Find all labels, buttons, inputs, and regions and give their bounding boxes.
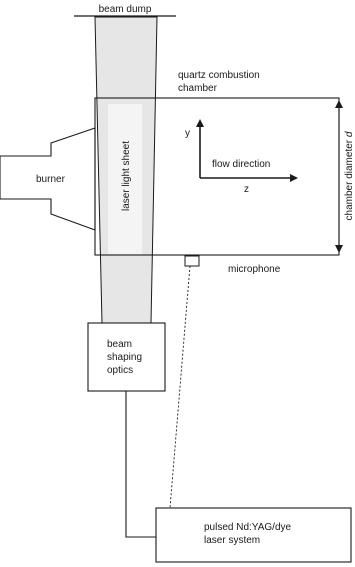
optics-label-line2: shaping [107, 352, 143, 363]
optics-label-line1: beam [107, 339, 133, 350]
flow-direction-label: flow direction [212, 159, 271, 170]
microphone [185, 256, 199, 266]
burner-label: burner [36, 174, 65, 185]
laser-beam-path [126, 391, 156, 537]
beam-dump-label: beam dump [98, 4, 152, 15]
laser-label-line1: pulsed Nd:YAG/dye [204, 522, 292, 533]
microphone-signal-dashed [170, 266, 190, 508]
z-axis-label: z [244, 184, 249, 195]
chamber-label-line2: chamber [178, 83, 217, 94]
microphone-label: microphone [228, 264, 281, 275]
chamber-diameter-symbol: d [344, 131, 355, 138]
laser-label-line2: laser system [204, 535, 261, 546]
chamber-label-line1: quartz combustion [178, 70, 260, 81]
y-axis-label: y [185, 128, 190, 139]
chamber-diameter-label [344, 131, 355, 220]
optics-label-line3: optics [107, 365, 134, 376]
laser-light-sheet-label: laser light sheet [121, 140, 132, 212]
chamber-diameter-text: chamber diameter [344, 137, 355, 221]
